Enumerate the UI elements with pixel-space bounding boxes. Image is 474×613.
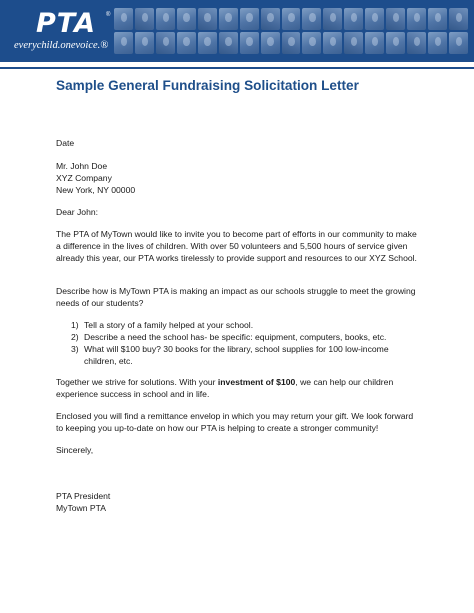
child-photo-tile: [344, 32, 363, 54]
child-photo-tile: [261, 8, 280, 30]
signature-block: [56, 490, 418, 514]
list-text: Describe a need the school has- be specific: equipment, computers, books, etc.: [84, 332, 387, 342]
paragraph-impact: Describe how is MyTown PTA is making an impact as our schools struggle to meet the growing needs of our students?: [56, 286, 416, 308]
child-photo-tile: [428, 8, 447, 30]
date-line: Date: [56, 138, 75, 148]
child-photo-tile: [114, 8, 133, 30]
child-photo-tile: [198, 8, 217, 30]
paragraph-investment: [56, 376, 418, 400]
child-photo-tile: [177, 32, 196, 54]
list-text: What will $100 buy? 30 books for the library, school supplies for 100 low-income children, etc.: [84, 344, 389, 366]
child-photo-tile: [428, 32, 447, 54]
child-photo-tile: [135, 32, 154, 54]
pta-logo-mark: PTA: [36, 8, 97, 39]
child-photo-tile: [177, 8, 196, 30]
investment-amount: investment of $100: [217, 377, 296, 387]
pta-tagline: everychild.onevoice.®: [14, 40, 109, 51]
list-number: 3): [71, 344, 79, 354]
child-photo-tile: [323, 32, 342, 54]
child-photo-tile: [449, 8, 468, 30]
letter-title: Sample General Fundraising Solicitation Letter: [56, 78, 359, 93]
recipient-city: New York, NY 00000: [56, 185, 136, 195]
list-item: [56, 343, 418, 367]
child-photo-tile: [240, 8, 259, 30]
child-photo-tile: [386, 32, 405, 54]
child-photo-tile: [219, 8, 238, 30]
recipient-address: [56, 160, 418, 196]
signer-title: PTA President: [56, 491, 111, 501]
child-photo-tile: [365, 32, 384, 54]
child-photo-tile: [302, 32, 321, 54]
header-banner: [0, 0, 474, 62]
child-photo-tile: [114, 32, 133, 54]
signer-org: MyTown PTA: [56, 503, 106, 513]
list-text: Tell a story of a family helped at your school.: [84, 320, 254, 330]
child-photo-tile: [240, 32, 259, 54]
paragraph-enclosure: Enclosed you will find a remittance envelop in which you may return your gift. We look forward to keeping you up-to-date on how our PTA is helping to create a stronger community!: [56, 411, 414, 433]
salutation: Dear John:: [56, 207, 99, 217]
child-photo-tile: [407, 8, 426, 30]
child-photo-tile: [156, 8, 175, 30]
children-photo-grid: [114, 8, 468, 54]
list-item: [56, 331, 418, 343]
header-divider: [0, 67, 474, 69]
investment-text-end: , we can help our children experience success in school and in life.: [56, 377, 394, 399]
investment-text-start: Together we strive for solutions. With your: [56, 377, 218, 387]
story-list: [56, 319, 418, 367]
list-number: 2): [71, 332, 79, 342]
child-photo-tile: [219, 32, 238, 54]
pta-logo: [14, 6, 122, 56]
list-item: [56, 319, 418, 331]
child-photo-tile: [282, 32, 301, 54]
paragraph-intro: The PTA of MyTown would like to invite you to become part of efforts in our community to make a difference in the lives of children. With over 50 volunteers and 5,500 hours of service given already this year, our PTA works tirelessly to provide support and resources to our XYZ School.: [56, 229, 417, 263]
trademark-symbol: ®: [106, 12, 111, 18]
child-photo-tile: [386, 8, 405, 30]
child-photo-tile: [282, 8, 301, 30]
child-photo-tile: [156, 32, 175, 54]
child-photo-tile: [407, 32, 426, 54]
child-photo-tile: [449, 32, 468, 54]
child-photo-tile: [135, 8, 154, 30]
child-photo-tile: [198, 32, 217, 54]
child-photo-tile: [302, 8, 321, 30]
child-photo-tile: [323, 8, 342, 30]
child-photo-tile: [344, 8, 363, 30]
child-photo-tile: [365, 8, 384, 30]
recipient-company: XYZ Company: [56, 173, 112, 183]
closing: Sincerely,: [56, 445, 94, 455]
list-number: 1): [71, 320, 79, 330]
child-photo-tile: [261, 32, 280, 54]
recipient-name: Mr. John Doe: [56, 161, 108, 171]
